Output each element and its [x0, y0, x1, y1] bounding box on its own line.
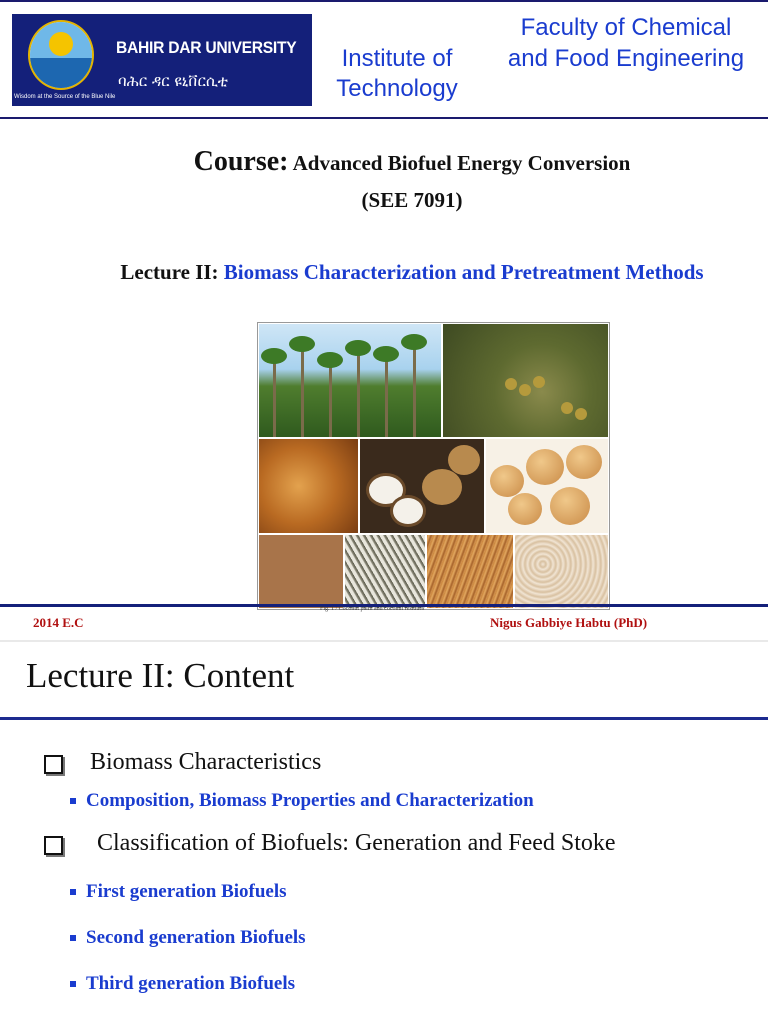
biomass-photo-collage — [257, 322, 610, 610]
checkbox-bullet-icon — [44, 755, 63, 774]
cracked-coconut-photo — [360, 439, 484, 533]
course-title: Advanced Biofuel Energy Conversion — [292, 151, 631, 175]
top-rule — [0, 0, 768, 2]
lecture-heading — [100, 257, 724, 288]
coir-fiber-photo — [427, 535, 513, 608]
content-title-divider — [0, 717, 768, 720]
course-heading — [0, 146, 768, 178]
university-logo — [12, 14, 312, 106]
university-name-amharic: ባሕር ዳር ዩኒቨርሲቲ — [118, 72, 228, 90]
list-item: Composition, Biomass Properties and Characterization — [86, 790, 534, 811]
square-bullet-icon — [70, 935, 76, 941]
footer-year: 2014 E.C — [33, 615, 84, 630]
list-item: Biomass Characteristics — [90, 749, 322, 775]
coconut-plantation-photo — [259, 324, 441, 437]
square-bullet-icon — [70, 798, 76, 804]
image-caption: Fig. 1 / Coconut palm and coconut residues — [320, 606, 425, 612]
palm-leaf-photo — [345, 535, 425, 608]
checkbox-bullet-icon — [44, 836, 63, 855]
list-item: Classification of Biofuels: Generation and Feed Stoke — [97, 830, 616, 856]
list-item: Second generation Biofuels — [86, 927, 306, 948]
university-emblem-icon — [28, 20, 94, 90]
coconut-husk-photo — [259, 439, 358, 533]
coconut-shells-photo — [486, 439, 608, 533]
list-item: First generation Biofuels — [86, 881, 287, 902]
faculty-title: Faculty of Chemical and Food Engineering — [507, 14, 745, 72]
coconut-chips-photo — [515, 535, 608, 608]
header-divider — [0, 117, 768, 119]
university-name: BAHIR DAR UNIVERSITY — [116, 38, 297, 57]
course-code: (SEE 7091) — [361, 188, 463, 212]
coconut-cluster-photo — [443, 324, 608, 437]
lecture-label: Lecture II: — [120, 260, 219, 284]
content-slide-title: Lecture II: Content — [26, 656, 295, 695]
university-tagline: Wisdom at the Source of the Blue Nile — [14, 94, 116, 100]
square-bullet-icon — [70, 889, 76, 895]
square-bullet-icon — [70, 981, 76, 987]
course-label: Course: — [193, 146, 289, 177]
institute-title: Institute of Technology — [336, 45, 458, 102]
footer-author: Nigus Gabbiye Habtu (PhD) — [490, 615, 648, 630]
slide-separator — [0, 640, 768, 642]
coir-dust-photo — [259, 535, 343, 608]
lecture-title: Biomass Characterization and Pretreatment Methods — [223, 260, 704, 284]
list-item: Third generation Biofuels — [86, 973, 296, 994]
